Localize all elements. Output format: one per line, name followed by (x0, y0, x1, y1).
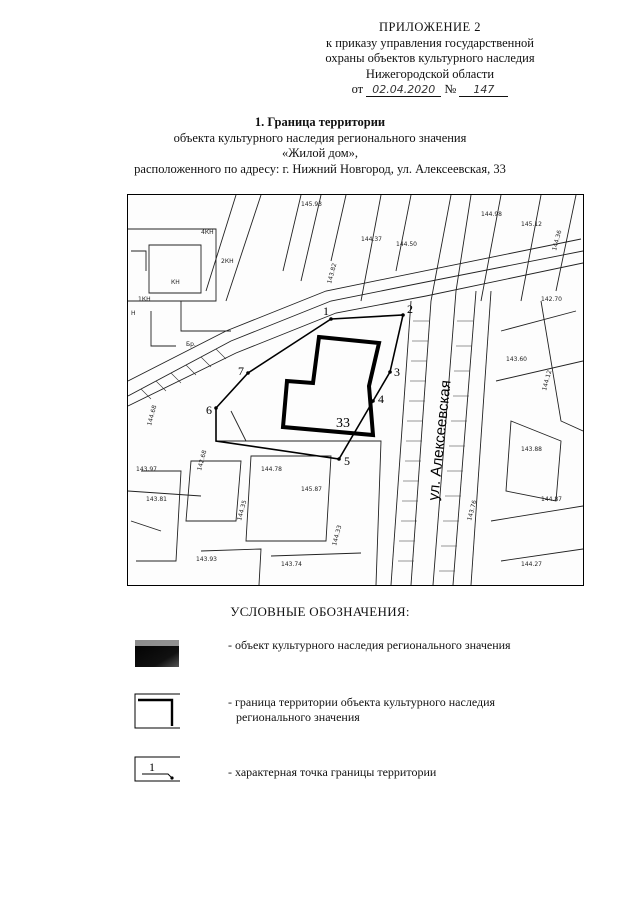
boundary-point-label-2: 2 (407, 302, 413, 316)
boundary-point-5 (337, 457, 341, 461)
map-spot-label: Бр. (186, 341, 196, 348)
map-spot-label: 142.68 (196, 449, 209, 472)
map-spot-label: 145.87 (301, 486, 322, 493)
map-spot-label: 143.97 (136, 466, 157, 473)
boundary-point-label-3: 3 (394, 365, 400, 379)
map-spot-label: 143.82 (326, 262, 339, 285)
map-spot-label: 143.76 (466, 499, 479, 522)
order-date: 02.04.2020 (366, 83, 441, 97)
title-block (0, 115, 640, 177)
map-linework (128, 195, 583, 585)
boundary-point-2 (401, 313, 405, 317)
legend-boundary-line-2: регионального значения (236, 710, 360, 724)
order-no-label: № (444, 82, 457, 96)
boundary-point-label-6: 6 (206, 403, 212, 417)
legend-point-symbol (134, 756, 180, 782)
boundary-point-7 (246, 371, 250, 375)
map-spot-label: Н (131, 310, 136, 317)
boundary-point-label-5: 5 (344, 454, 350, 468)
map-hatching (141, 321, 473, 571)
boundary-point-6 (214, 406, 218, 410)
cadastral-map (127, 194, 584, 586)
map-spot-label: 144.98 (481, 211, 502, 218)
map-spot-label: 144.78 (261, 466, 282, 473)
building-number-label: 33 (336, 416, 350, 431)
map-spot-label: 142.70 (541, 296, 562, 303)
order-line (352, 82, 509, 98)
boundary-point-label-7: 7 (238, 364, 244, 378)
title-line-3: «Жилой дом», (281, 146, 359, 160)
map-spot-label: 144.87 (541, 496, 562, 503)
map-spot-label: 1КН (138, 296, 151, 303)
boundary-point-label-1: 1 (323, 304, 329, 318)
appendix-block (300, 20, 560, 98)
legend-boundary-symbol (134, 693, 180, 729)
title-line-2: объекта культурного наследия регионального значения (173, 130, 467, 145)
map-spot-label: 144.27 (521, 561, 542, 568)
appendix-line-3: Нижегородской области (365, 66, 495, 81)
heritage-building (283, 337, 379, 435)
order-prefix: от (351, 82, 364, 96)
map-spot-label: 144.68 (146, 404, 159, 427)
legend-heritage-symbol (134, 636, 180, 668)
map-spot-label: 4КН (201, 229, 214, 236)
appendix-line-2: охраны объектов культурного наследия (325, 51, 535, 65)
map-spot-label: 144.33 (331, 524, 344, 547)
boundary-point-1 (329, 317, 333, 321)
legend-boundary-line-1: - граница территории объекта культурного наследия (228, 695, 496, 709)
map-spot-label: 143.60 (506, 356, 527, 363)
title-line-4: расположенного по адресу: г. Нижний Новгород, ул. Алексеевская, 33 (134, 161, 506, 176)
map-spot-label: 143.81 (146, 496, 167, 503)
legend-point-number: 1 (149, 760, 155, 774)
legend-heritage-text: - объект культурного наследия регионального значения (228, 638, 511, 652)
boundary-point-3 (388, 370, 392, 374)
map-spot-label: 143.88 (521, 446, 542, 453)
map-spot-label: 145.12 (521, 221, 542, 228)
appendix-title: ПРИЛОЖЕНИЕ 2 (378, 20, 482, 34)
map-spot-label: 143.74 (281, 561, 302, 568)
legend-point-text: - характерная точка границы территории (228, 765, 437, 779)
map-spot-label: 144.36 (551, 229, 564, 252)
map-spot-label: 144.37 (361, 236, 382, 243)
map-spot-label: 144.50 (396, 241, 417, 248)
boundary-point-label-4: 4 (378, 392, 384, 406)
legend-title: УСЛОВНЫЕ ОБОЗНАЧЕНИЯ: (230, 604, 410, 619)
map-spot-label: 144.35 (236, 499, 249, 522)
map-canvas (128, 195, 583, 585)
map-spot-label: КН (171, 279, 180, 286)
map-spot-label: 144.12 (541, 369, 554, 392)
boundary-point-4 (371, 399, 375, 403)
street-label: ул. Алексеевская (425, 379, 455, 502)
map-spot-label: 2КН (221, 258, 234, 265)
title-line-1: 1. Граница территории (254, 115, 386, 129)
map-spot-label: 143.93 (196, 556, 217, 563)
map-spot-label: 145.93 (301, 201, 322, 208)
legend-boundary-text (228, 695, 558, 725)
appendix-line-1: к приказу управления государственной (326, 35, 534, 50)
order-number: 147 (459, 83, 508, 97)
